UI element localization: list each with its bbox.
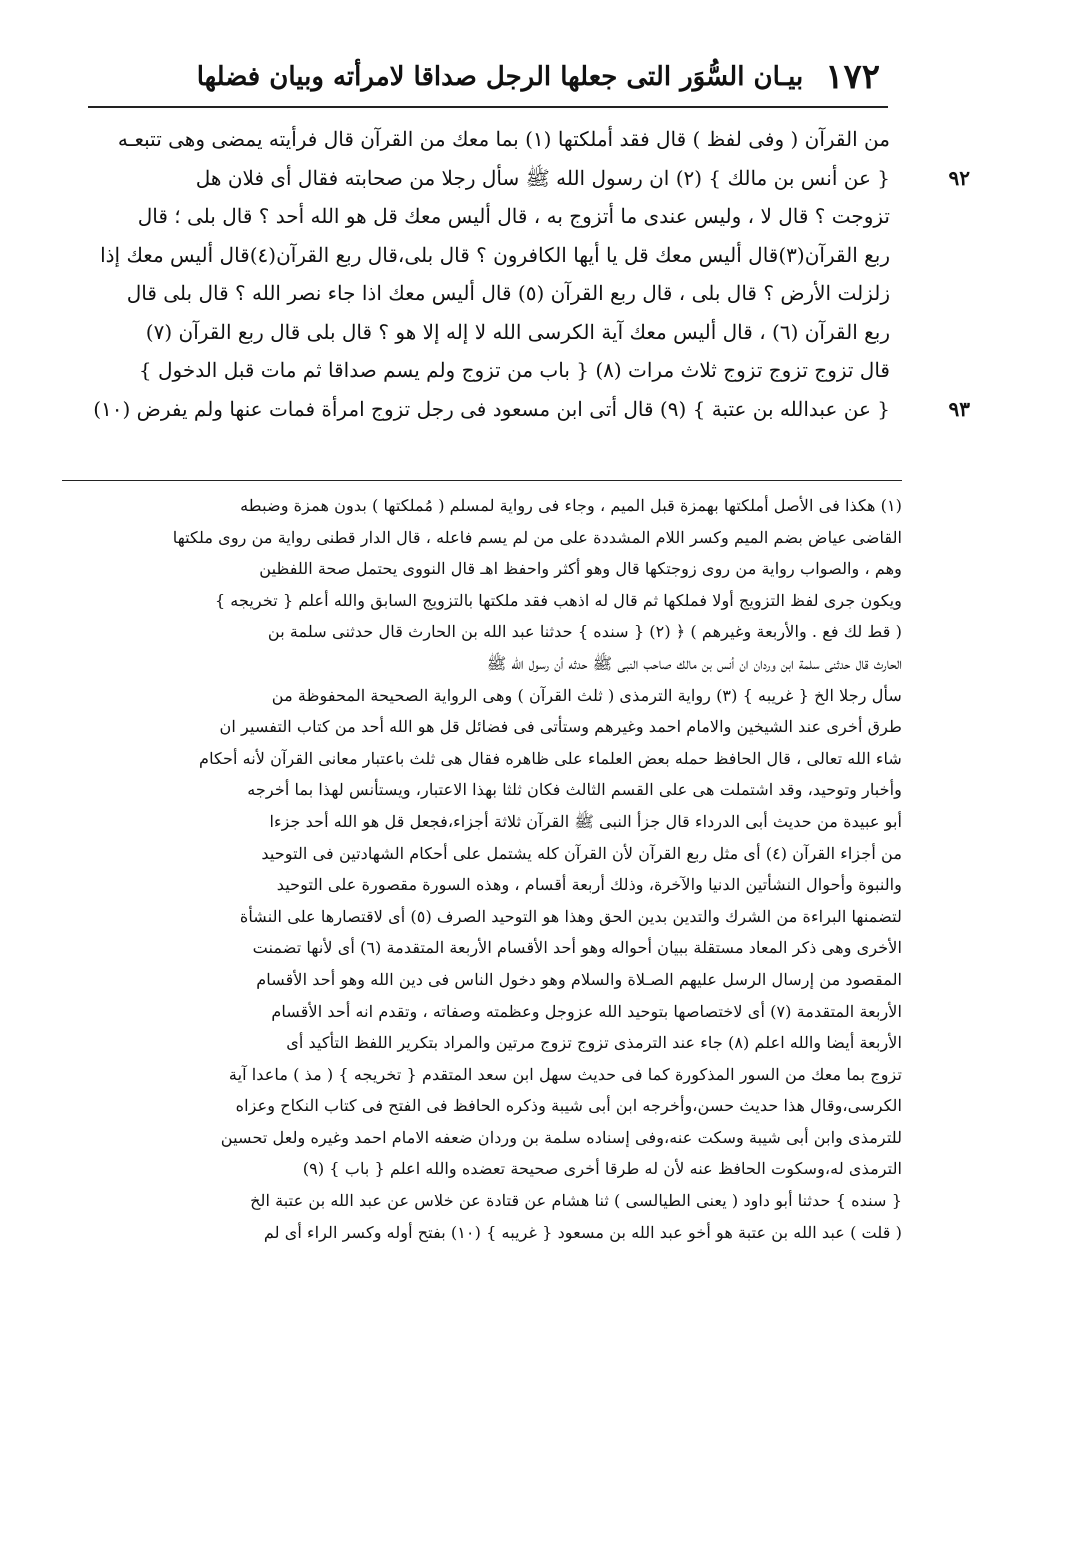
main-line-text: ربع القرآن(٣)قال أليس معك قل يا أيها الكافرون ؟ قال بلى،قال ربع القرآن(٤)قال أليس معك إذا (100, 242, 890, 267)
footnote-line: للترمذى وابن أبى شيبة وسكت عنه،وفى إسناده سلمة بن وردان ضعفه الامام احمد وغيره ولعل تحسين (220, 1127, 902, 1147)
header-rule (88, 106, 888, 108)
main-line (60, 313, 970, 352)
footnote-line: تزوج بما معك من السور المذكورة كما فى حديث سهل ابن سعد المتقدم { تخريجه } ( مذ ) ماعدا آية (228, 1064, 902, 1084)
footnote-line: ( قلت ) عبد الله بن عتبة هو أخو عبد الله بن مسعود { غريبه } (١٠) بفتح أوله وكسر الراء أى لم (263, 1222, 902, 1242)
main-line (60, 390, 970, 429)
main-line (60, 274, 970, 313)
main-line-text: { عن أنس بن مالك } (٢) ان رسول الله ﷺ سأل رجلا من صحابته فقال أى فلان هل (195, 165, 890, 190)
footnote-line: لتضمنها البراءة من الشرك والتدين بدين الحق وهذا هو التوحيد الصرف (٥) أى لاقتصارها على النشأة (239, 906, 902, 926)
footnote-line: وأخبار وتوحيد، وقد اشتملت هى على القسم الثالث فكان ثلثا بهذا الاعتبار، ويستأنس لهذا بما أخرجه (247, 780, 902, 800)
footnote-line: شاء الله تعالى ، قال الحافظ حمله بعض العلماء على ظاهره فقال هى ثلث باعتبار معانى القرآن لأنه أحكام (199, 748, 902, 768)
main-line-text: ربع القرآن (٦) ، قال أليس معك آية الكرسى الله لا إله إلا هو ؟ قال بلى قال ربع القرآن (٧) (145, 319, 890, 344)
footnote-line: المقصود من إرسال الرسل عليهم الصـلاة والسلام وهو دخول الناس فى دين الله وهو أحد الأقسام (256, 969, 902, 989)
main-line (60, 120, 970, 159)
footnote-line: سأل رجلا الخ { غريبه } (٣) رواية الترمذى ( ثلث القرآن ) وهى الرواية الصحيحة المحفوظة من (271, 685, 902, 705)
footnote-line: والنبوة وأحوال النشأتين الدنيا والآخرة، وذلك أربعة أقسام ، وهذه السورة مقصورة على التوحيد (276, 875, 902, 895)
footnote-line: وهم ، والصواب رواية من روى زوجتكها قال وهو أكثر واحفظ اهـ قال النووى يحتمل صحة اللفظين (259, 559, 902, 579)
main-line-text: قال تزوج تزوج تزوج ثلاث مرات (٨) { باب من تزوج ولم يسم صداقا ثم مات قبل الدخول } (138, 358, 890, 382)
main-line-text: زلزلت الأرض ؟ قال بلى ، قال ربع القرآن (٥) قال أليس معك اذا جاء نصر الله ؟ قال بلى قال (126, 281, 890, 305)
footnote-line: من أجزاء القرآن (٤) أى مثل ربع القرآن لأن القرآن كله يشتمل على أحكام الشهادتين فى التوحيد (261, 843, 902, 863)
main-line (60, 197, 970, 236)
main-line (60, 159, 970, 198)
main-text (60, 120, 970, 428)
footnote-line: الأربعة المتقدمة (٧) أى لاختصاصها بتوحيد الله عزوجل وعظمته وصفاته ، وتقدم انه أحد الأقسام (271, 1001, 902, 1021)
main-line-text: من القرآن ( وفى لفظ ) قال فقد أملكتها (١) بما معك من القرآن قال فرأيته يمضى وهى تتبعـه (117, 127, 890, 151)
hadith-number: ٩٢ (948, 165, 970, 190)
running-title: بيـان السُّوَر التى جعلها الرجل صداقا لامرأته وبيان فضلها (196, 62, 804, 92)
footnote-line: الأخرى وهى ذكر المعاد مستقلة ببيان أحواله وهو أحد الأقسام الأربعة المتقدمة (٦) أى لأنها تضمنت (252, 938, 902, 958)
footnote-line: القاضى عياض بضم الميم وكسر اللام المشددة على من لم يسم فاعله ، قال الدار قطنى رواية من روى ملكتها (172, 527, 902, 547)
footnote-line: ويكون جرى لفظ التزويج أولا فملكها ثم قال له اذهب فقد ملكتها بالتزويج السابق والله أعلم { تخريجه } (214, 590, 902, 610)
footnote-line: ( قط لك فع . والأربعة وغيرهم ) ﴿ (٢) { سنده } حدثنا عبد الله بن الحارث قال حدثنى سلمة بن (267, 622, 902, 642)
footnotes (62, 490, 902, 1248)
page-number: ١٧٢ (825, 57, 880, 97)
hadith-number: ٩٣ (948, 396, 970, 421)
footnote-line: (١) هكذا فى الأصل أملكتها بهمزة قبل الميم ، وجاء فى رواية لمسلم ( مُملكتها ) بدون همزة وضبطه (240, 496, 902, 515)
footnote-line: طرق أخرى عند الشيخين والامام احمد وغيرهم وستأتى فى فضائل قل هو الله أحد من كتاب التفسير ان (219, 717, 902, 737)
footnote-line: الترمذى له،وسكوت الحافظ عنه لأن له طرقا أخرى صحيحة تعضده والله اعلم { باب } (٩) (302, 1159, 902, 1179)
footnote-line: { سنده } حدثنا أبو داود ( يعنى الطيالسى ) ثنا هشام عن قتادة عن خلاس عن عبد الله بن عتبة الخ (250, 1191, 902, 1211)
main-line-text: تزوجت ؟ قال لا ، وليس عندى ما أتزوج به ، قال أليس معك قل هو الله أحد ؟ قال بلى ؛ قال (137, 204, 890, 228)
main-line (60, 236, 970, 275)
main-line-text: { عن عبدالله بن عتبة } (٩) قال أتى ابن مسعود فى رجل تزوج امرأة فمات عنها ولم يفرض (١٠) (93, 396, 890, 421)
footnote-line: الأربعة أيضا والله اعلم (٨) جاء عند الترمذى تزوج تزوج مرتين والمراد بتكرير اللفظ التأكيد أى (286, 1033, 902, 1053)
footnote-separator (62, 480, 902, 481)
main-line (60, 351, 970, 390)
page-header (196, 52, 880, 102)
footnote-line: أبو عبيدة من حديث أبى الدرداء قال جزأ النبى ﷺ القرآن ثلاثة أجزاء،فجعل قل هو الله أحد جزءا (269, 811, 902, 831)
footnote-line: الحارث قال حدثنى سلمة ابن وردان ان أنس بن مالك صاحب النبى ﷺ حدثه أن رسول الله ﷺ (486, 653, 902, 673)
footnote-line: الكرسى،وقال هذا حديث حسن،وأخرجه ابن أبى شيبة وذكره الحافظ فى الفتح فى كتاب النكاح وعزاه (235, 1096, 902, 1116)
